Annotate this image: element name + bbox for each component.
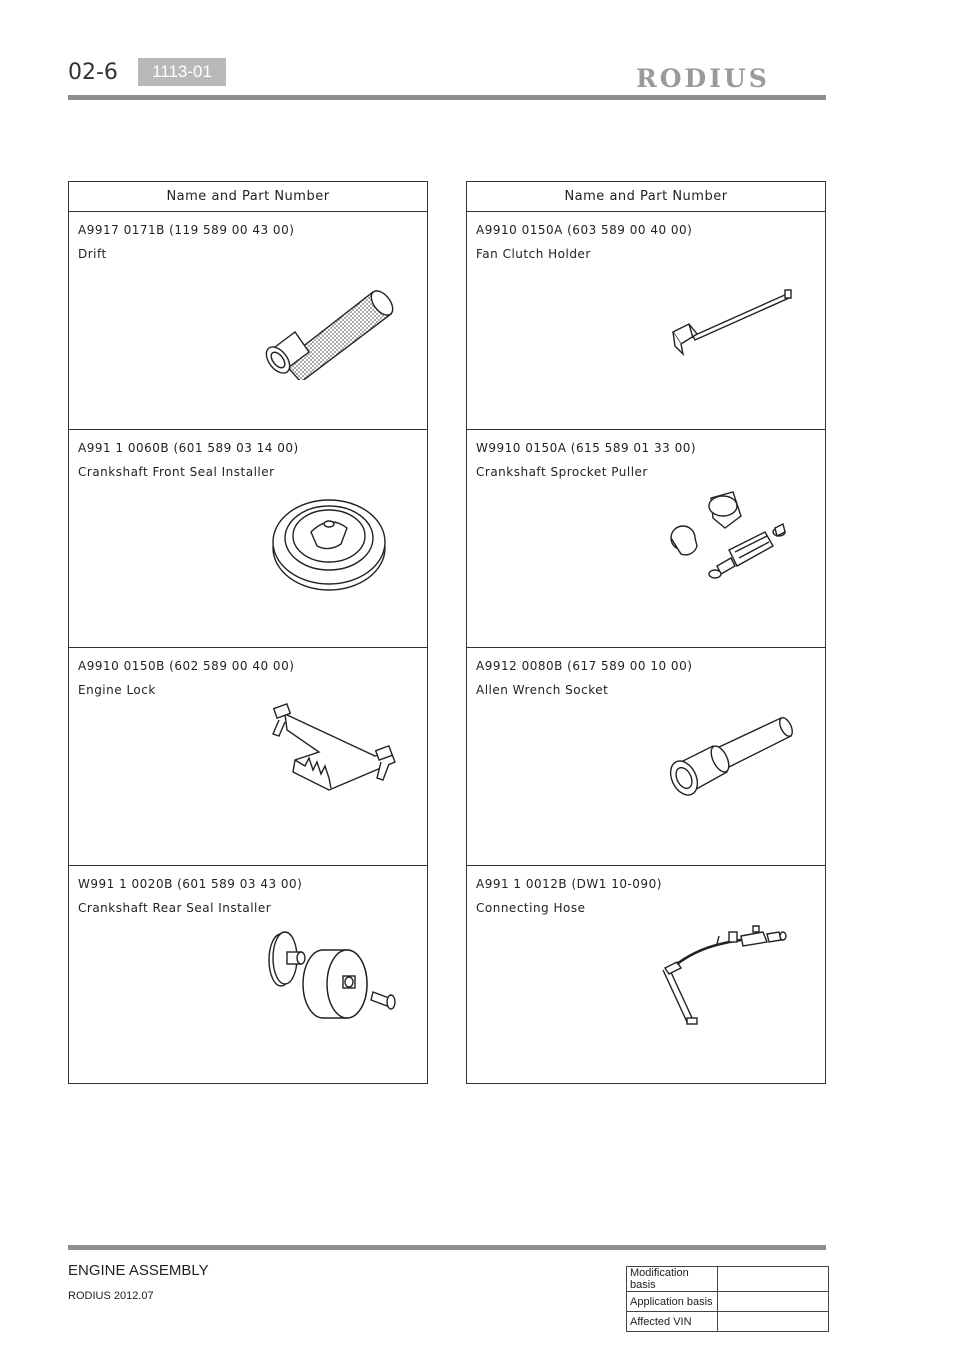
tool-row: [467, 430, 825, 648]
drift-icon: [265, 270, 405, 380]
info-label: Application basis: [627, 1292, 718, 1312]
part-number: W991 1 0020B (601 589 03 43 00): [78, 877, 303, 891]
tool-name: Crankshaft Front Seal Installer: [78, 465, 275, 479]
tool-row: [69, 866, 427, 1084]
tool-name: Crankshaft Rear Seal Installer: [78, 901, 272, 915]
tool-row: [467, 212, 825, 430]
tool-name: Crankshaft Sprocket Puller: [476, 465, 648, 479]
table-header: Name and Part Number: [467, 182, 825, 212]
tool-row: [467, 648, 825, 866]
table-row: [627, 1292, 829, 1312]
tool-row: [467, 866, 825, 1084]
tools-table-right: [466, 181, 826, 1084]
info-value: [718, 1292, 829, 1312]
section-code-badge: 1113-01: [138, 58, 226, 86]
revision-info-table: [626, 1266, 829, 1332]
tool-name: Fan Clutch Holder: [476, 247, 591, 261]
info-label: Modification basis: [627, 1267, 718, 1292]
tool-row: [69, 212, 427, 430]
tool-row: [69, 430, 427, 648]
tool-name: Connecting Hose: [476, 901, 586, 915]
sprocket-puller-icon: [663, 488, 803, 598]
front-seal-installer-icon: [269, 492, 389, 592]
tools-table-left: [68, 181, 428, 1084]
part-number: A9910 0150A (603 589 00 40 00): [476, 223, 693, 237]
engine-lock-icon: [265, 700, 415, 800]
part-number: W9910 0150A (615 589 01 33 00): [476, 441, 697, 455]
tool-row: [69, 648, 427, 866]
info-label: Affected VIN: [627, 1312, 718, 1332]
part-number: A9912 0080B (617 589 00 10 00): [476, 659, 693, 673]
section-title: ENGINE ASSEMBLY: [68, 1262, 209, 1279]
tool-name: Drift: [78, 247, 107, 261]
allen-socket-icon: [663, 712, 803, 806]
info-value: [718, 1312, 829, 1332]
tool-name: Engine Lock: [78, 683, 156, 697]
page-number: 02-6: [68, 60, 118, 85]
model-date: RODIUS 2012.07: [68, 1290, 154, 1302]
connecting-hose-icon: [657, 922, 787, 1032]
table-row: [627, 1267, 829, 1292]
rear-seal-installer-icon: [261, 926, 411, 1026]
tool-name: Allen Wrench Socket: [476, 683, 609, 697]
part-number: A9917 0171B (119 589 00 43 00): [78, 223, 295, 237]
header-rule: [68, 95, 826, 100]
footer-rule: [68, 1245, 826, 1250]
table-header: Name and Part Number: [69, 182, 427, 212]
part-number: A991 1 0060B (601 589 03 14 00): [78, 441, 299, 455]
part-number: A9910 0150B (602 589 00 40 00): [78, 659, 295, 673]
part-number: A991 1 0012B (DW1 10-090): [476, 877, 662, 891]
info-value: [718, 1267, 829, 1292]
fan-clutch-holder-icon: [665, 284, 795, 364]
table-row: [627, 1312, 829, 1332]
brand-logo: RODIUS: [636, 64, 770, 93]
